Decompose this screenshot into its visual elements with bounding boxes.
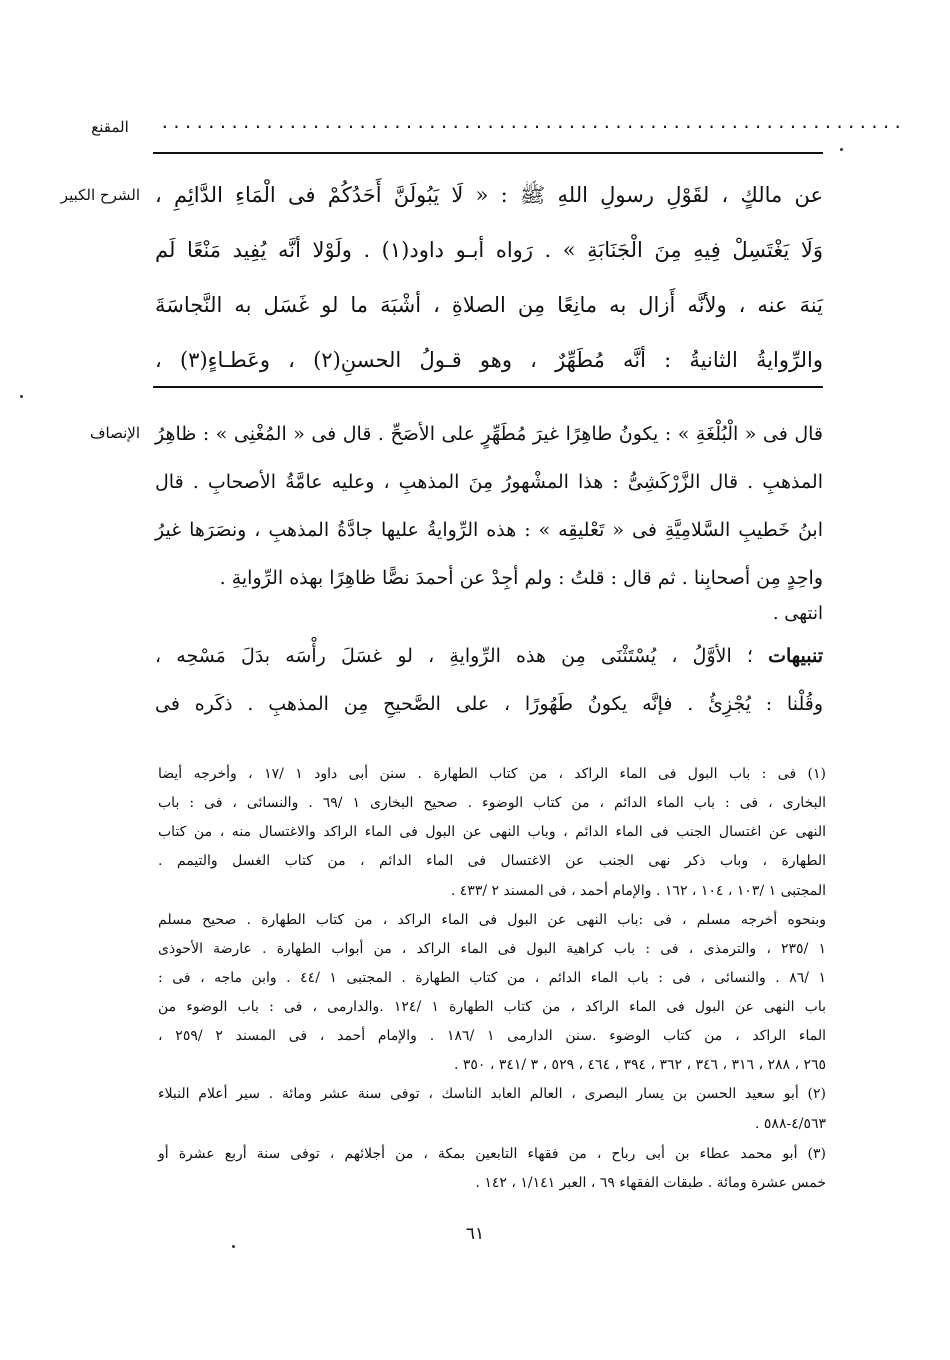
- footnote-line: ١ /٨٦ . والنسائى ، فى : باب الماء الدائم ، من كتاب الطهارة . المجتبى ١ /٤٤ . وابن ماجه ، فى :: [158, 970, 826, 986]
- sharh-text: [155, 168, 823, 388]
- footnote-line: النهى عن اغتسال الجنب فى الماء الدائم ، وباب النهى عن البول فى الماء الراكد والاغتسال منه ، من كتاب: [158, 824, 826, 840]
- scan-speck: [20, 395, 23, 398]
- sharh-line: والرِّوايةُ الثانيةُ : أنَّه مُطَهِّرٌ ، وهو قـولُ الحسنِ(٢) ، وعَطـاءٍ(٣) ،: [155, 348, 823, 372]
- insaf-line: وقُلْنا : يُجْزِئُ . فإنَّه يكونُ طَهُورًا ، على الصَّحيحِ مِن المذهبِ . ذكَره فى: [155, 693, 823, 715]
- insaf-line: انتهى .: [772, 603, 823, 624]
- footnote-line: الطهارة ، وباب ذكر نهى الجنب عن الاغتسال فى الماء الدائم ، من كتاب الغسل والتيمم .: [158, 853, 826, 869]
- footnote-line: (١) فى : باب البول فى الماء الراكد ، من كتاب الطهارة . سنن أبى داود ١ /١٧ ، وأخرجه أيضا: [158, 766, 826, 782]
- section-label-sharh: الشرح الكبير: [60, 186, 140, 204]
- tanbihat-line: [155, 632, 823, 680]
- sharh-line: يَنهَ عنه ، ولأنَّه أَزال به مانِعًا مِن الصلاةِ ، أشْبَهَ ما لو غَسَل به النَّجاسَةَ: [155, 293, 823, 317]
- insaf-line: المذهبِ . قال الزَّرْكَشِىُّ : هذا المشْهورُ مِنَ المذهبِ ، وعليه عامَّةُ الأصحابِ . قال: [155, 471, 823, 493]
- footnote-line: ١ /٢٣٥ ، والترمذى ، فى : باب كراهية البول فى الماء الراكد ، من أبواب الطهارة . عارضة الأحوذى: [158, 941, 826, 957]
- insaf-line: قال فى « الْبُلْغَةِ » : يكونُ طاهِرًا غيرَ مُطَهِّرٍ على الأصَحِّ . قال فى « المُغْنِى » : ظاهِرُ: [155, 423, 823, 445]
- sharh-line: عن مالكٍ ، لقَوْلِ رسولِ اللهِ ﷺ : « لَا يَبُولَنَّ أَحَدُكُمْ فى الْمَاءِ الدَّائِمِ ،: [155, 183, 823, 207]
- section-rule: [153, 386, 823, 388]
- insaf-line: ابنُ خَطيبِ السَّلامِيَّةِ فى « تَعْليقِه » : هذه الرِّوايةُ عليها جادَّةُ المذهبِ ، ونصَرَها غيرُ: [155, 519, 823, 541]
- header-rule: [153, 152, 823, 154]
- scan-speck: [840, 148, 843, 151]
- page-number: ٦١: [465, 1224, 485, 1244]
- insaf-line: واحِدٍ مِن أصحابِنا . ثم قال : قلتُ : ولم أجِدْ عن أحمدَ نصًّا ظاهِرًا بهذه الرِّوايةِ .: [219, 567, 823, 589]
- footnote-line: (٣) أبو محمد عطاء بن أبى رباح ، من فقهاء التابعين بمكة ، من أجلائهم ، توفى سنة أربع عشرة أو: [158, 1146, 826, 1162]
- running-header-title: المقنع: [91, 118, 129, 136]
- scan-speck: [232, 1245, 235, 1248]
- footnote-line: المجتبى ١ /١٠٣ ، ١٠٤ ، ١٦٢ . والإمام أحمد ، فى المسند ٢ /٤٣٣ .: [450, 883, 826, 899]
- footnote-line: ٤/٥٦٣-٥٨٨ .: [755, 1116, 826, 1132]
- footnote-line: خمس عشرة ومائة . طبقات الفقهاء ٦٩ ، العبر ١/١٤١ ، ١٤٢ .: [475, 1175, 826, 1191]
- tanbihat-text: ؛ الأوَّلُ ، يُسْتَثْنَى مِن هذه الرِّوايةِ ، لو غسَلَ رأْسَه بدَلَ مَسْحِه ،: [155, 645, 769, 667]
- footnote-line: (٢) أبو سعيد الحسن بن يسار البصرى ، العالم العابد الناسك ، توفى سنة عشر ومائة . سير أعلام النبلاء: [158, 1086, 826, 1102]
- header-dot-leader: ................................................................: [160, 113, 905, 132]
- tanbihat-heading: تنبيهات: [768, 645, 823, 667]
- sharh-line: وَلَا يَغْتَسِلْ فِيهِ مِنَ الْجَنَابَةِ » . رَواه أبـو داود(١) . ولَوْلا أنَّه يُفِيد مَنْعًا لَم: [155, 238, 823, 262]
- footnote-line: البخارى ، فى : باب الماء الدائم ، من كتاب الوضوء . صحيح البخارى ١ /٦٩ . والنسائى ، فى : باب: [158, 795, 826, 811]
- insaf-text: [155, 410, 823, 728]
- footnote-line: باب النهى عن البول فى الماء الراكد ، من كتاب الطهارة ١ /١٢٤ .والدارمى ، فى : باب الوضوء من: [158, 999, 827, 1015]
- footnote-line: ٢٦٥ ، ٢٨٨ ، ٣١٦ ، ٣٤٦ ، ٣٦٢ ، ٣٩٤ ، ٤٦٤ ، ٥٢٩ ، ٣ /٣٤١ ، ٣٥٠ .: [453, 1057, 826, 1073]
- footnote-line: الماء الراكد ، من كتاب الوضوء .سنن الدارمى ١ /١٨٦ . والإمام أحمد ، فى المسند ٢ /٢٥٩ ،: [158, 1028, 827, 1044]
- footnotes: [158, 760, 826, 1198]
- footnote-line: وبنحوه أخرجه مسلم ، فى :باب النهى عن البول فى الماء الراكد ، من كتاب الطهارة . صحيح مسلم: [158, 912, 826, 928]
- section-label-insaf: الإنصاف: [89, 424, 140, 442]
